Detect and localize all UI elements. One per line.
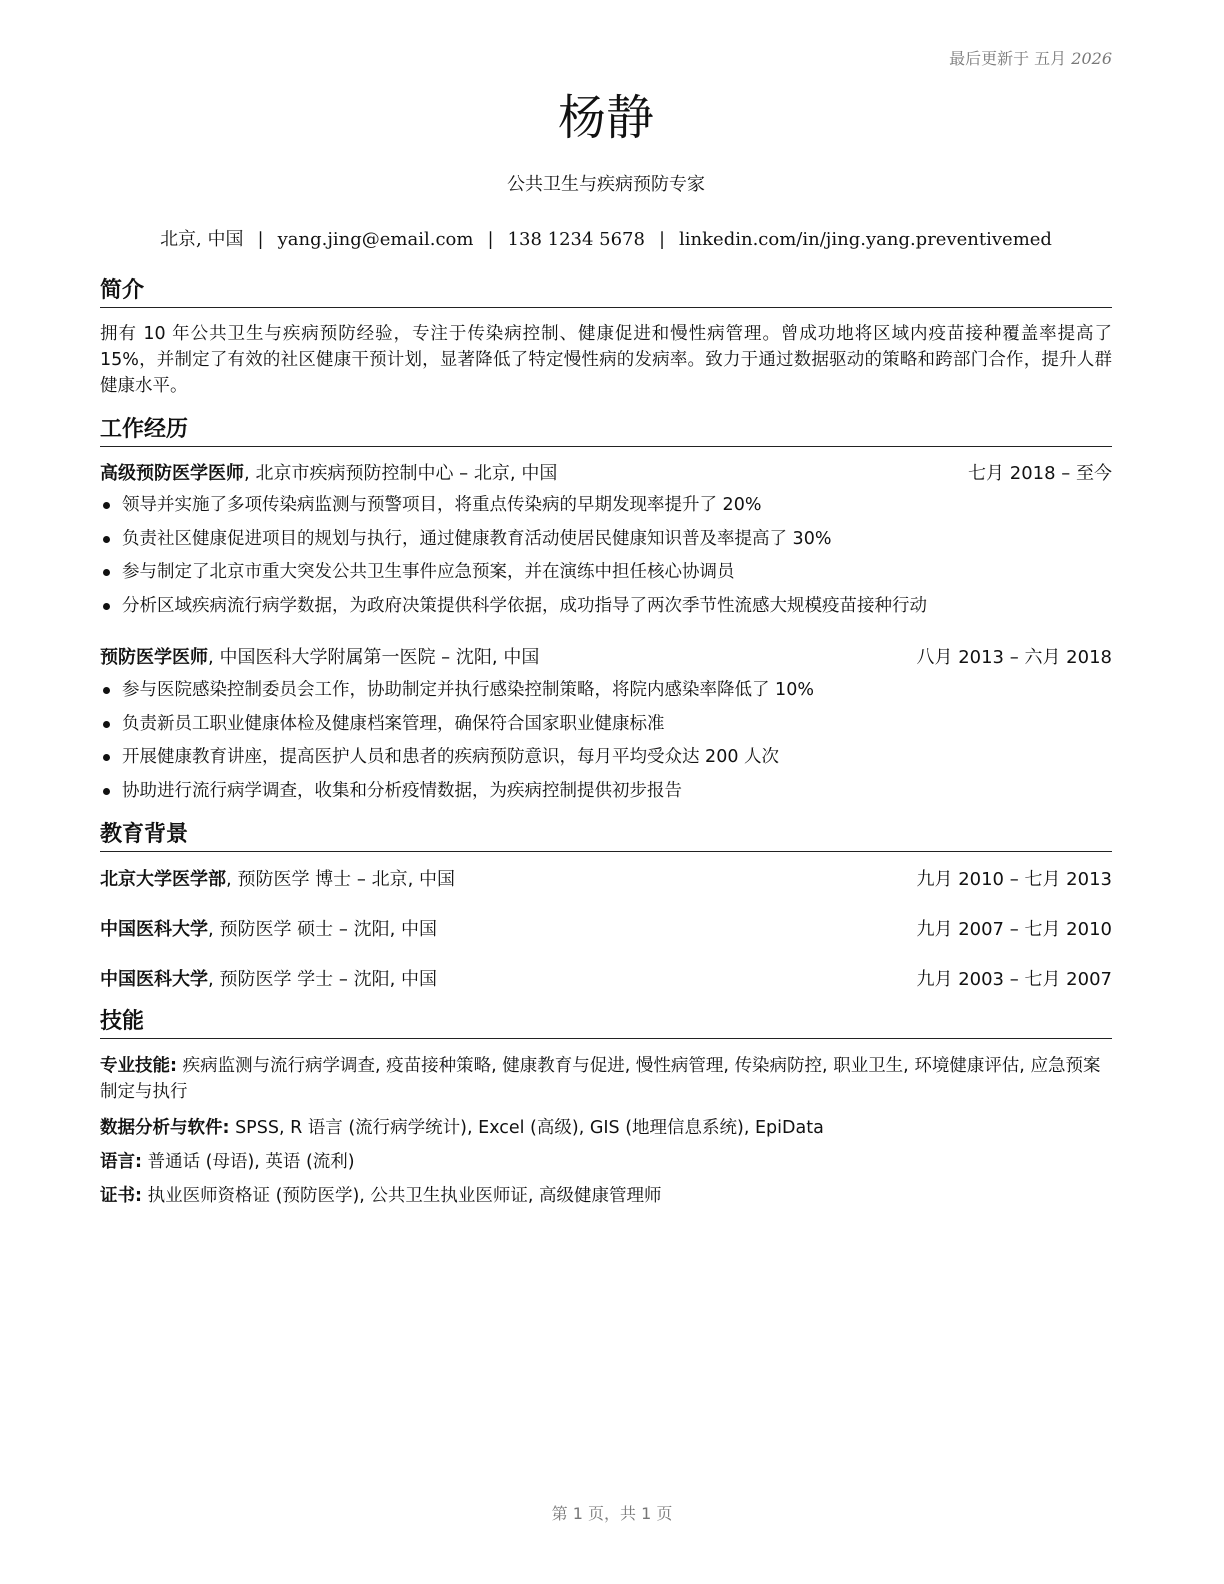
bullet-item: 领导并实施了多项传染病监测与预警项目，将重点传染病的早期发现率提升了 20%	[100, 492, 1112, 526]
education-degree: , 预防医学 博士 – 北京, 中国	[226, 869, 456, 890]
contact-linkedin[interactable]: linkedin.com/in/jing.yang.preventivemed	[679, 229, 1052, 250]
job-entry-header	[100, 461, 1112, 487]
job-employer: , 北京市疾病预防控制中心 – 北京, 中国	[244, 463, 558, 484]
section-title-experience: 工作经历	[100, 416, 1112, 447]
education-entry	[100, 867, 1112, 893]
skill-value: 疾病监测与流行病学调查, 疫苗接种策略, 健康教育与促进, 慢性病管理, 传染病防控, 职业卫生, 环境健康评估, 应急预案制定与执行	[100, 1056, 1101, 1102]
contact-line	[100, 225, 1112, 251]
last-updated-label: 最后更新于 五月	[949, 49, 1067, 68]
job-employer: , 中国医科大学附属第一医院 – 沈阳, 中国	[208, 647, 540, 668]
education-school: 北京大学医学部	[100, 869, 226, 890]
skill-line	[100, 1115, 1112, 1141]
candidate-headline: 公共卫生与疾病预防专家	[507, 174, 705, 195]
bullet-item: 参与医院感染控制委员会工作，协助制定并执行感染控制策略，将院内感染率降低了 10%	[100, 677, 1112, 711]
education-school: 中国医科大学	[100, 919, 208, 940]
bullet-item: 开展健康教育讲座，提高医护人员和患者的疾病预防意识，每月平均受众达 200 人次	[100, 744, 1112, 778]
job-title: 预防医学医师	[100, 647, 208, 668]
last-updated	[949, 46, 1112, 69]
job-bullets	[100, 677, 1112, 811]
job-bullets	[100, 492, 1112, 626]
education-date: 九月 2010 – 七月 2013	[916, 869, 1112, 890]
page-number-footer: 第 1 页，共 1 页	[551, 1504, 673, 1523]
contact-location: 北京, 中国	[160, 229, 244, 250]
education-entry	[100, 967, 1112, 993]
bullet-item: 分析区域疾病流行病学数据，为政府决策提供科学依据，成功指导了两次季节性流感大规模疫苗接种行动	[100, 593, 1112, 627]
bullet-item: 负责新员工职业健康体检及健康档案管理，确保符合国家职业健康标准	[100, 711, 1112, 745]
skill-value: SPSS, R 语言 (流行病学统计), Excel (高级), GIS (地理信息系统), EpiData	[229, 1118, 824, 1138]
contact-phone[interactable]: 138 1234 5678	[507, 229, 645, 250]
skill-label: 专业技能:	[100, 1056, 177, 1076]
skill-line	[100, 1053, 1112, 1105]
contact-email[interactable]: yang.jing@email.com	[277, 229, 474, 250]
contact-separator: |	[487, 229, 494, 250]
section-title-education: 教育背景	[100, 821, 1112, 852]
education-school: 中国医科大学	[100, 969, 208, 990]
education-date: 九月 2007 – 七月 2010	[916, 919, 1112, 940]
job-date: 七月 2018 – 至今	[968, 463, 1112, 484]
job-entry-header	[100, 645, 1112, 671]
skill-label: 语言:	[100, 1152, 142, 1172]
job-date: 八月 2013 – 六月 2018	[916, 647, 1112, 668]
skill-value: 执业医师资格证 (预防医学), 公共卫生执业医师证, 高级健康管理师	[142, 1186, 662, 1206]
section-title-summary: 简介	[100, 277, 1112, 308]
candidate-name: 杨静	[557, 90, 654, 146]
last-updated-year: 2026	[1071, 49, 1112, 68]
education-date: 九月 2003 – 七月 2007	[916, 969, 1112, 990]
contact-separator: |	[257, 229, 264, 250]
skill-line	[100, 1183, 1112, 1209]
skill-line	[100, 1149, 1112, 1175]
bullet-item: 参与制定了北京市重大突发公共卫生事件应急预案，并在演练中担任核心协调员	[100, 559, 1112, 593]
bullet-item: 协助进行流行病学调查，收集和分析疫情数据，为疾病控制提供初步报告	[100, 778, 1112, 812]
summary-text: 拥有 10 年公共卫生与疾病预防经验，专注于传染病控制、健康促进和慢性病管理。曾成功地将区域内疫苗接种覆盖率提高了 15%，并制定了有效的社区健康干预计划，显著降低了特定慢性病的发病率。致力于通过数据驱动的策略和跨部门合作，提升人群健康水平。	[100, 324, 1112, 396]
education-entry	[100, 917, 1112, 943]
bullet-item: 负责社区健康促进项目的规划与执行，通过健康教育活动使居民健康知识普及率提高了 30%	[100, 526, 1112, 560]
education-degree: , 预防医学 学士 – 沈阳, 中国	[208, 969, 438, 990]
skill-label: 证书:	[100, 1186, 142, 1206]
skill-label: 数据分析与软件:	[100, 1118, 230, 1138]
contact-separator: |	[658, 229, 666, 250]
job-title: 高级预防医学医师	[100, 463, 244, 484]
section-title-skills: 技能	[100, 1008, 1112, 1039]
skill-value: 普通话 (母语), 英语 (流利)	[142, 1152, 355, 1172]
education-degree: , 预防医学 硕士 – 沈阳, 中国	[208, 919, 438, 940]
